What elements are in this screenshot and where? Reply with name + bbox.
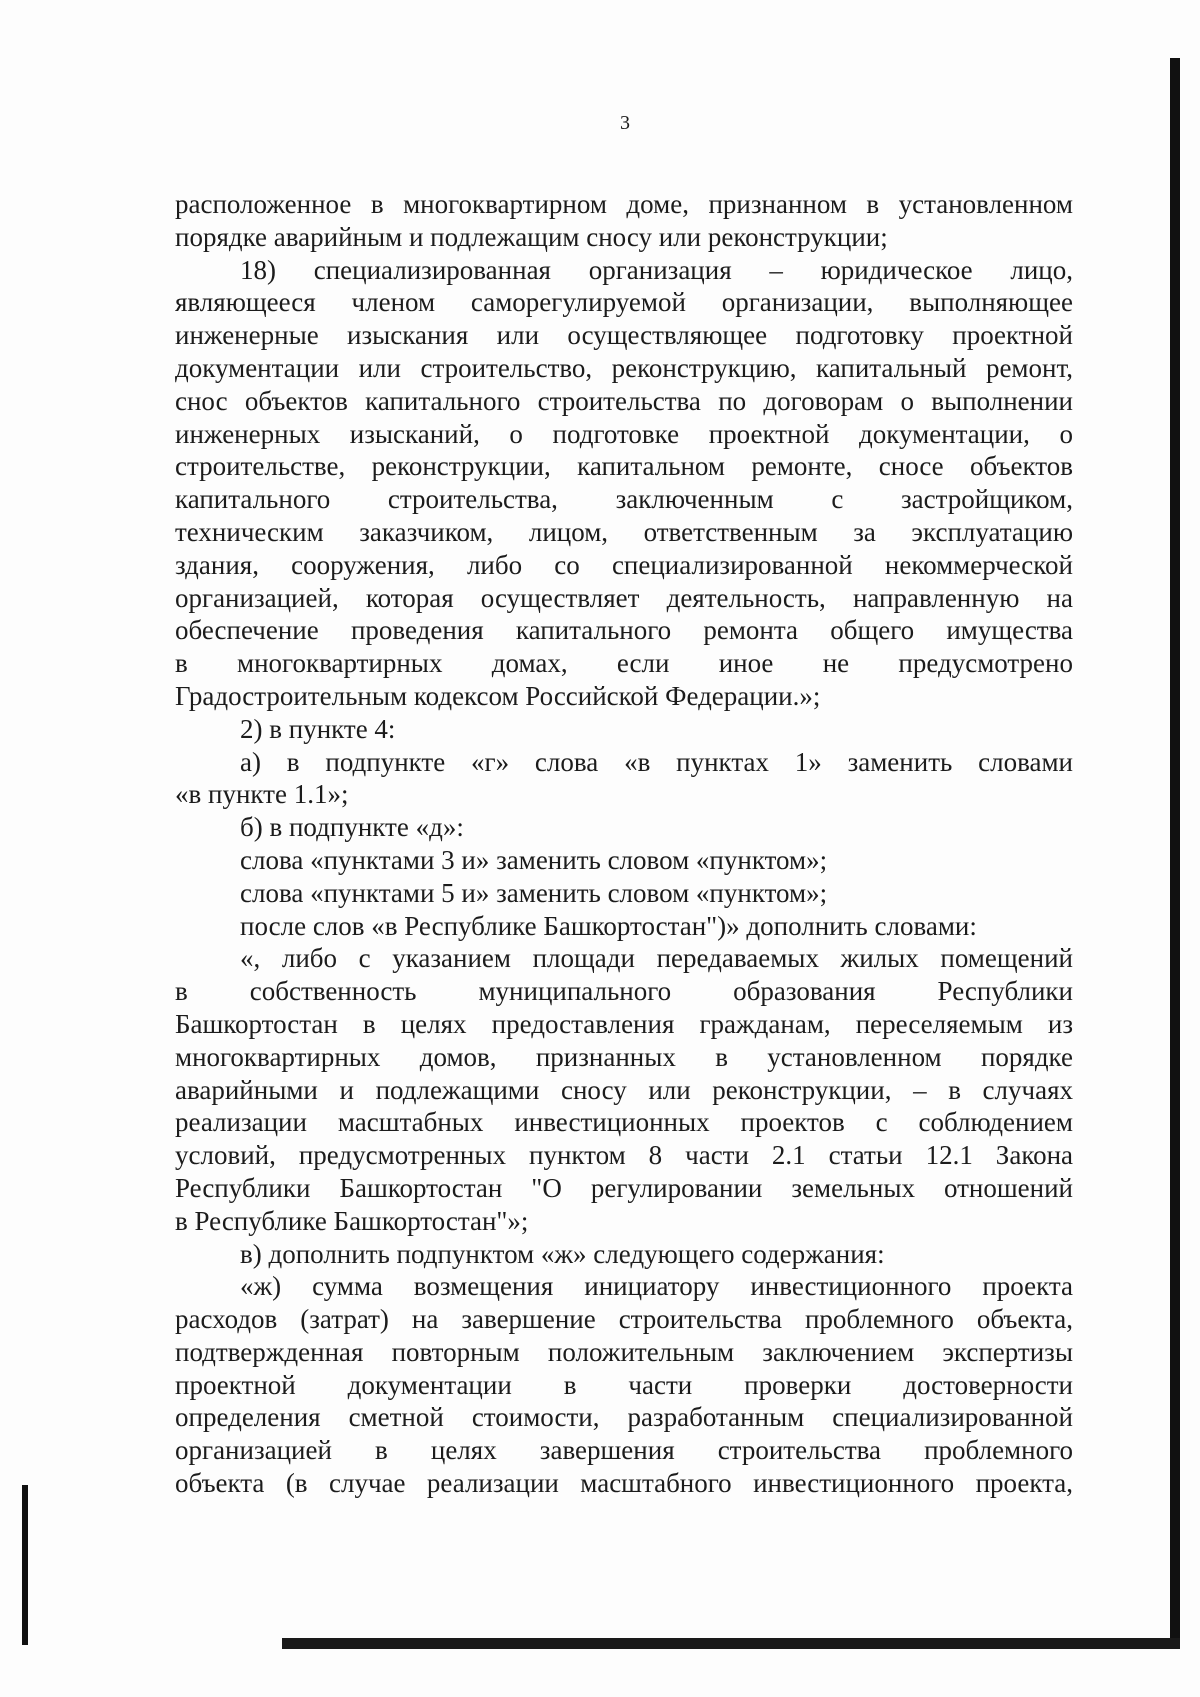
text-line: Башкортостан в целях предоставления гражданам, переселяемым из (175, 1008, 1073, 1039)
scan-edge-right (1170, 58, 1180, 1646)
text-line: организацией, которая осуществляет деятельность, направленную на (175, 582, 1073, 613)
text-line: в Республике Башкортостан"»; (175, 1205, 529, 1236)
text-line: слова «пунктами 5 и» заменить словом «пунктом»; (240, 877, 828, 908)
page-number: 3 (620, 112, 630, 134)
text-line: «ж) сумма возмещения инициатору инвестиционного проекта (240, 1271, 1073, 1302)
text-line: а) в подпункте «г» слова «в пунктах 1» заменить словами (240, 746, 1073, 777)
text-line: подтвержденная повторным положительным заключением экспертизы (175, 1336, 1073, 1367)
scan-edge-left (22, 1485, 28, 1645)
text-line: здания, сооружения, либо со специализированной некоммерческой (175, 549, 1073, 580)
text-line: обеспечение проведения капитального ремонта общего имущества (175, 615, 1073, 646)
text-line: являющееся членом саморегулируемой организации, выполняющее (175, 287, 1073, 318)
text-line: организацией в целях завершения строительства проблемного (175, 1435, 1073, 1466)
text-line: в собственность муниципального образования Республики (175, 976, 1073, 1007)
text-line: инженерные изыскания или осуществляющее подготовку проектной (175, 320, 1073, 351)
text-line: многоквартирных домов, признанных в установленном порядке (175, 1041, 1073, 1072)
text-line: определения сметной стоимости, разработанным специализированной (175, 1402, 1073, 1433)
text-line: проектной документации в части проверки достоверности (175, 1369, 1073, 1400)
text-line: порядке аварийным и подлежащим сносу или реконструкции; (175, 221, 888, 252)
text-line: строительстве, реконструкции, капитальном ремонте, сносе объектов (175, 451, 1073, 482)
text-line: слова «пунктами 3 и» заменить словом «пунктом»; (240, 844, 828, 875)
text-line: б) в подпункте «д»: (240, 812, 464, 843)
text-line: техническим заказчиком, лицом, ответственным за эксплуатацию (175, 516, 1073, 547)
text-line: Градостроительным кодексом Российской Федерации.»; (175, 680, 821, 711)
text-line: расходов (затрат) на завершение строительства проблемного объекта, (175, 1304, 1073, 1335)
text-line: снос объектов капитального строительства по договорам о выполнении (175, 385, 1073, 416)
text-line: в) дополнить подпунктом «ж» следующего содержания: (240, 1238, 885, 1269)
text-line: расположенное в многоквартирном доме, признанном в установленном (175, 189, 1073, 219)
text-line: условий, предусмотренных пунктом 8 части 2.1 статьи 12.1 Закона (175, 1140, 1073, 1171)
text-line: инженерных изысканий, о подготовке проектной документации, о (175, 418, 1073, 449)
text-line: объекта (в случае реализации масштабного инвестиционного проекта, (175, 1468, 1073, 1499)
text-line: капитального строительства, заключенным с застройщиком, (175, 484, 1073, 515)
text-line: 18) специализированная организация – юридическое лицо, (240, 254, 1073, 285)
text-line: после слов «в Республике Башкортостан")» дополнить словами: (240, 910, 977, 941)
text-line: аварийными и подлежащими сносу или реконструкции, – в случаях (175, 1074, 1073, 1105)
text-line: «в пункте 1.1»; (175, 779, 349, 810)
text-line: документации или строительство, реконструкцию, капитальный ремонт, (175, 352, 1073, 383)
body-text (175, 188, 1073, 1500)
scan-edge-bottom (282, 1638, 1180, 1649)
text-line: 2) в пункте 4: (240, 713, 396, 744)
text-line: реализации масштабных инвестиционных проектов с соблюдением (175, 1107, 1073, 1138)
text-line: «, либо с указанием площади передаваемых жилых помещений (240, 943, 1073, 974)
text-line: Республики Башкортостан "О регулировании земельных отношений (175, 1172, 1073, 1203)
text-line: в многоквартирных домах, если иное не предусмотрено (175, 648, 1073, 679)
